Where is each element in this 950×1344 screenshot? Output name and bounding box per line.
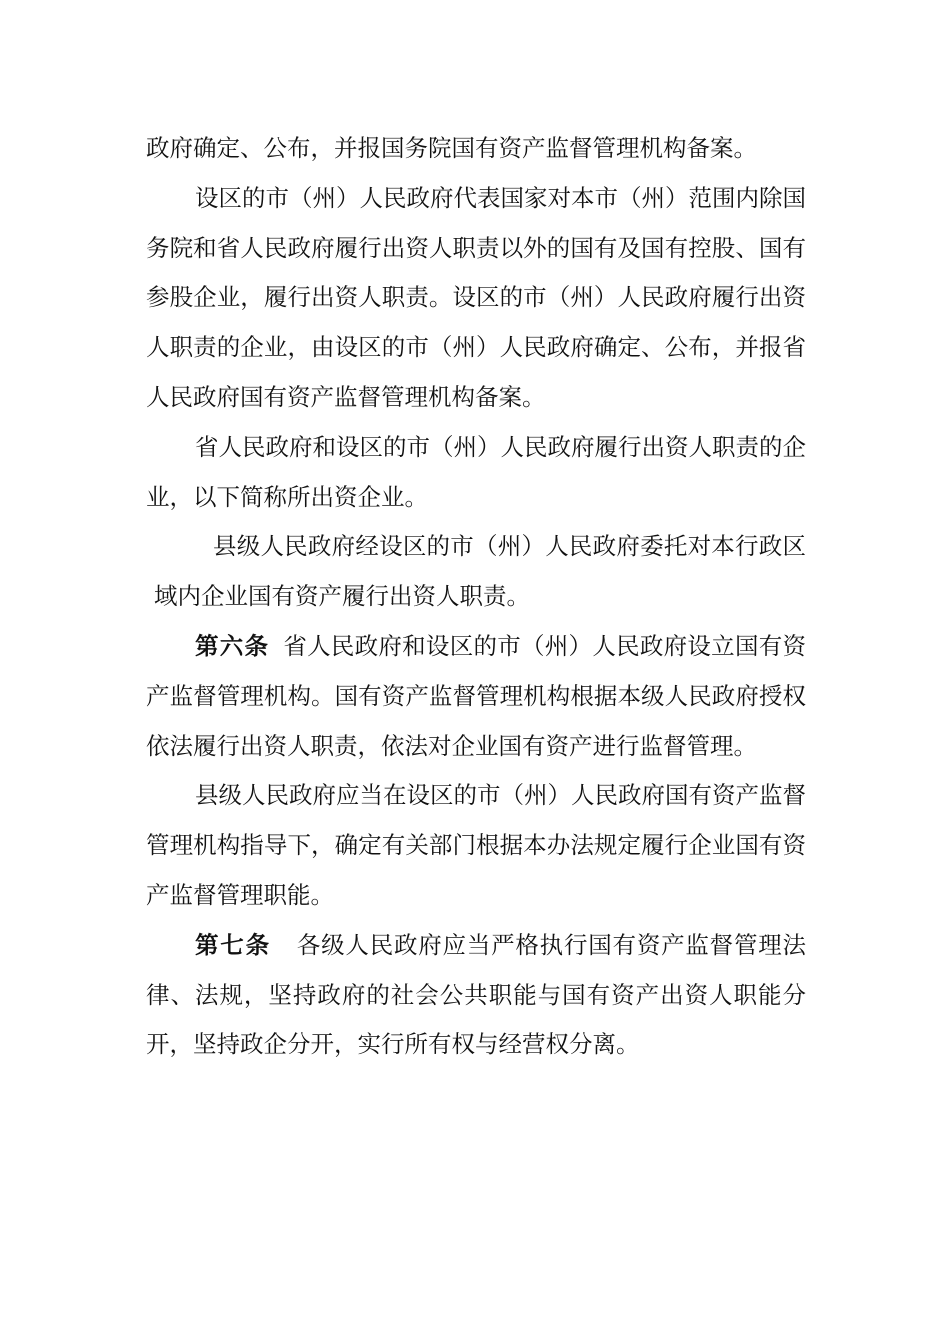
document-page: [146, 124, 806, 1070]
article-text: 省人民政府和设区的市（州）人民政府设立国有资产监督管理机构。国有资产监督管理机构根据本级人民政府授权依法履行出资人职责，依法对企业国有资产进行监督管理。: [146, 631, 806, 760]
article-number: 第六条: [195, 631, 270, 660]
article-number: 第七条: [195, 930, 271, 959]
article-seven: [146, 921, 806, 1070]
paragraph-continuation: [146, 124, 806, 174]
paragraph-text: 设区的市（州）人民政府代表国家对本市（州）范围内除国务院和省人民政府履行出资人职责以外的国有及国有控股、国有参股企业，履行出资人职责。设区的市（州）人民政府履行出资人职责的企业，由设区的市（州）人民政府确定、公布，并报省人民政府国有资产监督管理机构备案。: [146, 183, 806, 411]
paragraph-invested-enterprises: [146, 423, 806, 523]
paragraph-county-supervision: [146, 771, 806, 920]
article-text: 各级人民政府应当严格执行国有资产监督管理法律、法规，坚持政府的社会公共职能与国有资产出资人职能分开，坚持政企分开，实行所有权与经营权分离。: [146, 930, 807, 1059]
paragraph-text: 政府确定、公布，并报国务院国有资产监督管理机构备案。: [146, 134, 757, 162]
paragraph-text: 县级人民政府经设区的市（州）人民政府委托对本行政区域内企业国有资产履行出资人职责。: [154, 532, 806, 611]
article-six: [146, 622, 806, 771]
paragraph-text: 县级人民政府应当在设区的市（州）人民政府国有资产监督管理机构指导下，确定有关部门根据本办法规定履行企业国有资产监督管理职能。: [146, 781, 806, 909]
paragraph-municipal-duties: [146, 174, 806, 423]
paragraph-county-entrusted: [146, 522, 806, 622]
paragraph-text: 省人民政府和设区的市（州）人民政府履行出资人职责的企业，以下简称所出资企业。: [146, 432, 806, 511]
